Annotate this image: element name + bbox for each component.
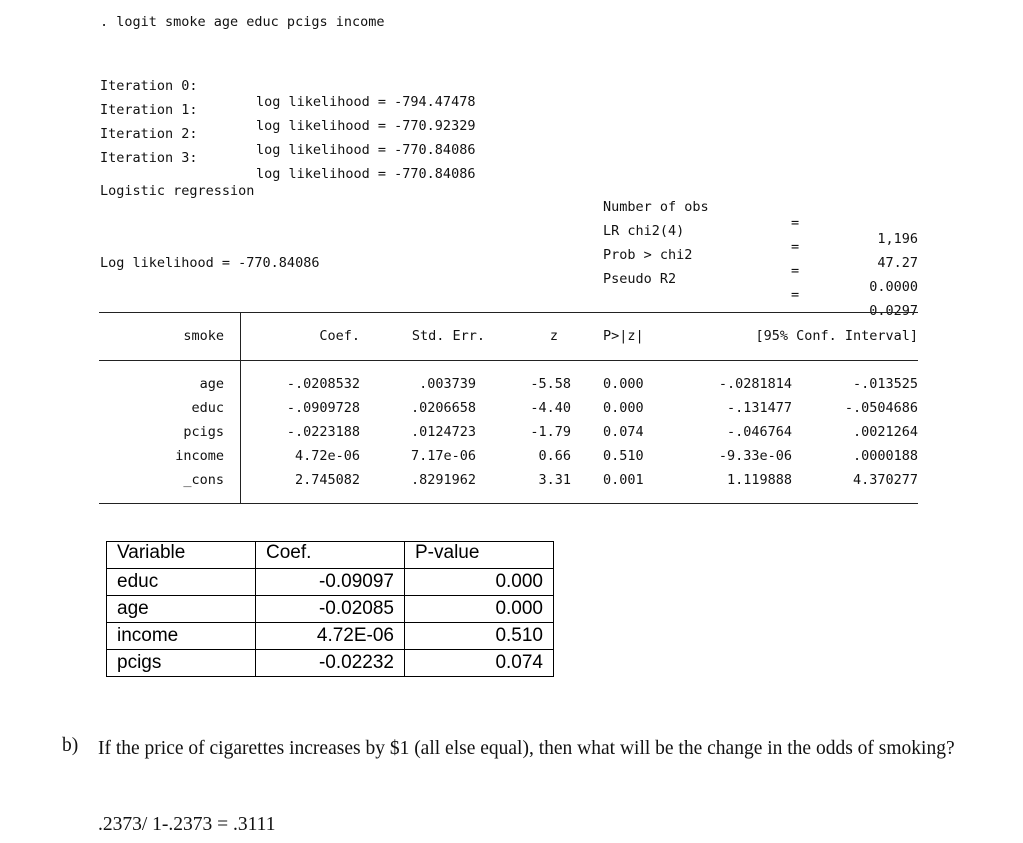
row-se: .8291962 [410, 472, 476, 488]
row-ci-high: .0000188 [852, 448, 918, 464]
summary-coef: 4.72E-06 [256, 623, 405, 650]
stat-label: Number of obs [603, 199, 709, 215]
row-var: income [175, 448, 224, 464]
stat-value: 0.0000 [869, 279, 918, 295]
row-p: 0.000 [603, 400, 644, 416]
stat-equals: = [791, 215, 800, 231]
row-coef: 4.72e-06 [294, 448, 360, 464]
summary-pvalue: 0.000 [405, 569, 554, 596]
summary-var: educ [107, 569, 256, 596]
summary-var: pcigs [107, 650, 256, 677]
model-title: Logistic regression [100, 183, 255, 199]
question-label: b) [62, 735, 79, 756]
row-ci-high: -.0504686 [844, 400, 918, 416]
header-p: P>|z| [603, 328, 644, 344]
summary-header-row [107, 542, 554, 569]
table-header-rule [99, 360, 918, 361]
summary-coef: -0.02085 [256, 596, 405, 623]
summary-row [107, 623, 554, 650]
row-var: age [199, 376, 224, 392]
row-p: 0.001 [603, 472, 644, 488]
iteration-value: log likelihood = -770.92329 [256, 118, 476, 134]
row-ci-high: -.013525 [852, 376, 918, 392]
summary-header-pvalue: P-value [405, 542, 554, 569]
header-smoke: smoke [183, 328, 224, 344]
summary-pvalue: 0.074 [405, 650, 554, 677]
row-ci-low: 1.119888 [726, 472, 792, 488]
summary-pvalue: 0.510 [405, 623, 554, 650]
row-coef: -.0208532 [286, 376, 360, 392]
summary-header-variable: Variable [107, 542, 256, 569]
iteration-label: Iteration 0: [100, 78, 198, 94]
row-p: 0.510 [603, 448, 644, 464]
answer-text: .2373/ 1-.2373 = .3111 [98, 814, 276, 835]
question-text: If the price of cigarettes increases by $1 (all else equal), then what will be the change in the odds of smoking? [98, 738, 955, 759]
header-z: z [549, 328, 558, 344]
header-coef: Coef. [319, 328, 360, 344]
row-z: -4.40 [530, 400, 571, 416]
summary-row [107, 650, 554, 677]
row-ci-low: -.131477 [726, 400, 792, 416]
row-ci-low: -.046764 [726, 424, 792, 440]
row-se: .0206658 [410, 400, 476, 416]
stat-value: 0.0297 [869, 303, 918, 319]
header-std-err: Std. Err. [411, 328, 485, 344]
stat-row [603, 255, 918, 335]
row-se: 7.17e-06 [410, 448, 476, 464]
row-se: .0124723 [410, 424, 476, 440]
stat-equals: = [791, 263, 800, 279]
row-z: -1.79 [530, 424, 571, 440]
stat-value: 1,196 [877, 231, 918, 247]
stat-label: Pseudo R2 [603, 271, 677, 287]
summary-pvalue: 0.000 [405, 596, 554, 623]
row-var: _cons [183, 472, 224, 488]
summary-coef: -0.02232 [256, 650, 405, 677]
row-p: 0.074 [603, 424, 644, 440]
row-coef: -.0909728 [286, 400, 360, 416]
iteration-value: log likelihood = -794.47478 [256, 94, 476, 110]
summary-var: income [107, 623, 256, 650]
row-z: -5.58 [530, 376, 571, 392]
row-se: .003739 [419, 376, 476, 392]
summary-row [107, 569, 554, 596]
stat-label: LR chi2(4) [603, 223, 685, 239]
row-ci-high: 4.370277 [852, 472, 918, 488]
stat-equals: = [791, 239, 800, 255]
row-coef: -.0223188 [286, 424, 360, 440]
log-likelihood-line: Log likelihood = -770.84086 [100, 255, 320, 271]
stata-command: . logit smoke age educ pcigs income [100, 14, 385, 30]
row-ci-low: -9.33e-06 [718, 448, 792, 464]
summary-header-coef: Coef. [256, 542, 405, 569]
row-coef: 2.745082 [294, 472, 360, 488]
row-var: educ [191, 400, 224, 416]
summary-var: age [107, 596, 256, 623]
header-conf-interval: [95% Conf. Interval] [755, 328, 918, 344]
stat-label: Prob > chi2 [603, 247, 693, 263]
table-bottom-rule [99, 503, 918, 504]
table-top-rule [99, 312, 918, 313]
row-z: 3.31 [538, 472, 571, 488]
summary-table [106, 541, 554, 677]
stat-equals: = [791, 287, 800, 303]
iteration-label: Iteration 1: [100, 102, 198, 118]
stat-value: 47.27 [877, 255, 918, 271]
row-ci-high: .0021264 [852, 424, 918, 440]
table-divider [240, 312, 241, 504]
summary-row [107, 596, 554, 623]
iteration-label: Iteration 2: [100, 126, 198, 142]
row-var: pcigs [183, 424, 224, 440]
row-ci-low: -.0281814 [718, 376, 792, 392]
iteration-value: log likelihood = -770.84086 [256, 142, 476, 158]
summary-coef: -0.09097 [256, 569, 405, 596]
iteration-label: Iteration 3: [100, 150, 198, 166]
iteration-value: log likelihood = -770.84086 [256, 166, 476, 182]
row-z: 0.66 [538, 448, 571, 464]
row-p: 0.000 [603, 376, 644, 392]
